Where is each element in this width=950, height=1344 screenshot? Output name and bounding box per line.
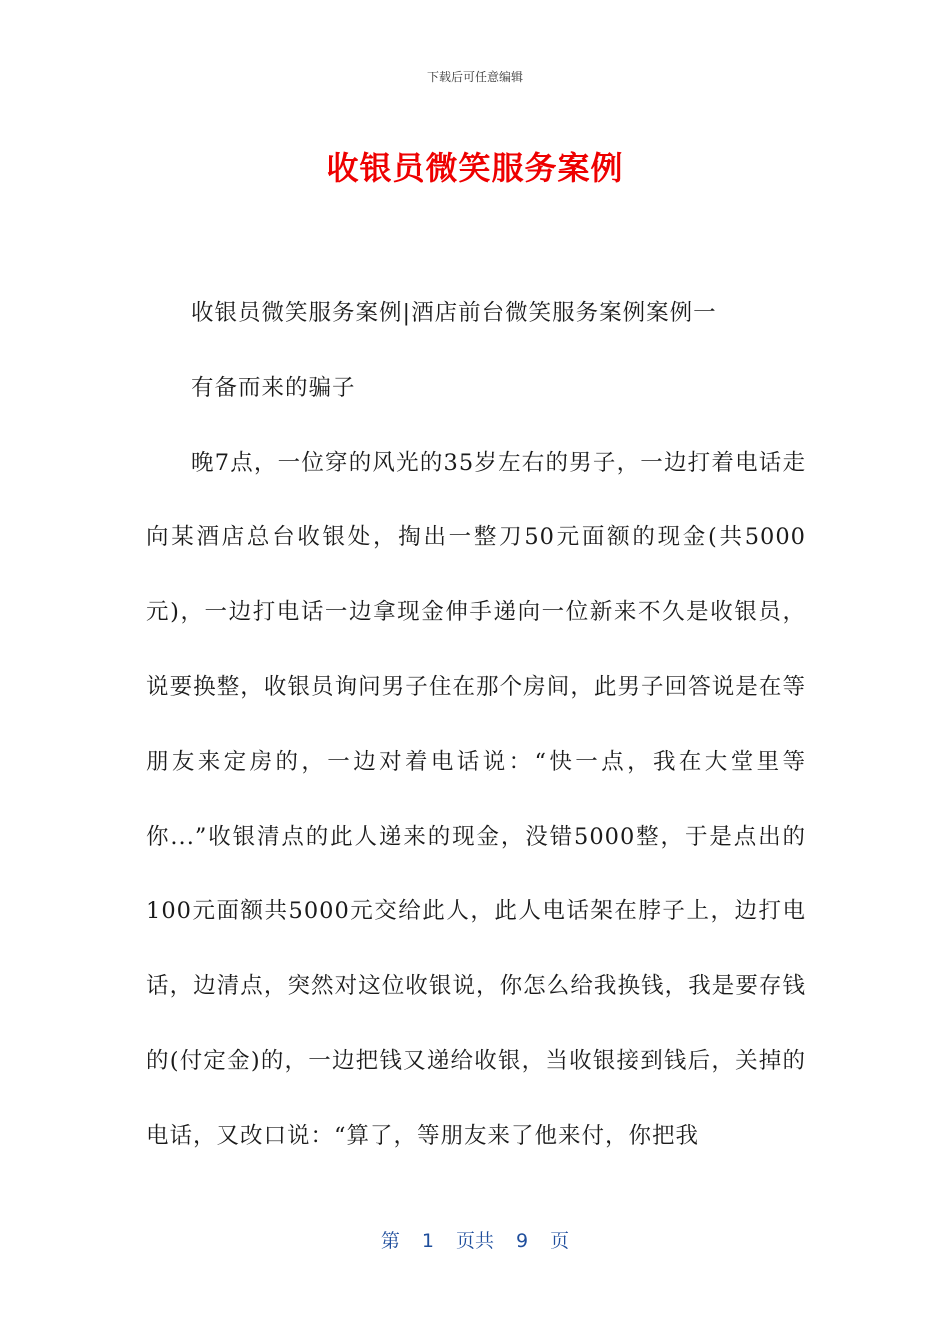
document-body (146, 276, 806, 1174)
document-title: 收银员微笑服务案例 (326, 149, 624, 187)
footer-prefix: 第 (380, 1230, 400, 1252)
footer-suffix: 页 (550, 1230, 570, 1252)
footer-total-pages: 9 (516, 1230, 529, 1252)
paragraph-story: 晚7点，一位穿的风光的35岁左右的男子，一边打着电话走向某酒店总台收银处，掏出一整刀50元面额的现金(共5000元)，一边打电话一边拿现金伸手递向一位新来不久是收银员，说要换整，收银员询问男子住在那个房间，此男子回答说是在等朋友来定房的，一边对着电话说：“快一点，我在大堂里等你...”收银清点的此人递来的现金，没错5000整，于是点出的100元面额共5000元交给此人，此人电话架在脖子上，边打电话，边清点，突然对这位收银说，你怎么给我换钱，我是要存钱的(付定金)的，一边把钱又递给收银，当收银接到钱后，关掉的电话，又改口说：“算了，等朋友来了他来付，你把我 (146, 449, 806, 1149)
paragraph-subtitle: 有备而来的骗子 (191, 374, 356, 401)
page-footer (0, 1226, 950, 1253)
footer-middle: 页共 (455, 1230, 494, 1252)
paragraph-case-heading: 收银员微笑服务案例|酒店前台微笑服务案例案例一 (191, 300, 717, 326)
header-note: 下载后可任意编辑 (426, 70, 523, 84)
footer-current-page: 1 (421, 1230, 434, 1252)
